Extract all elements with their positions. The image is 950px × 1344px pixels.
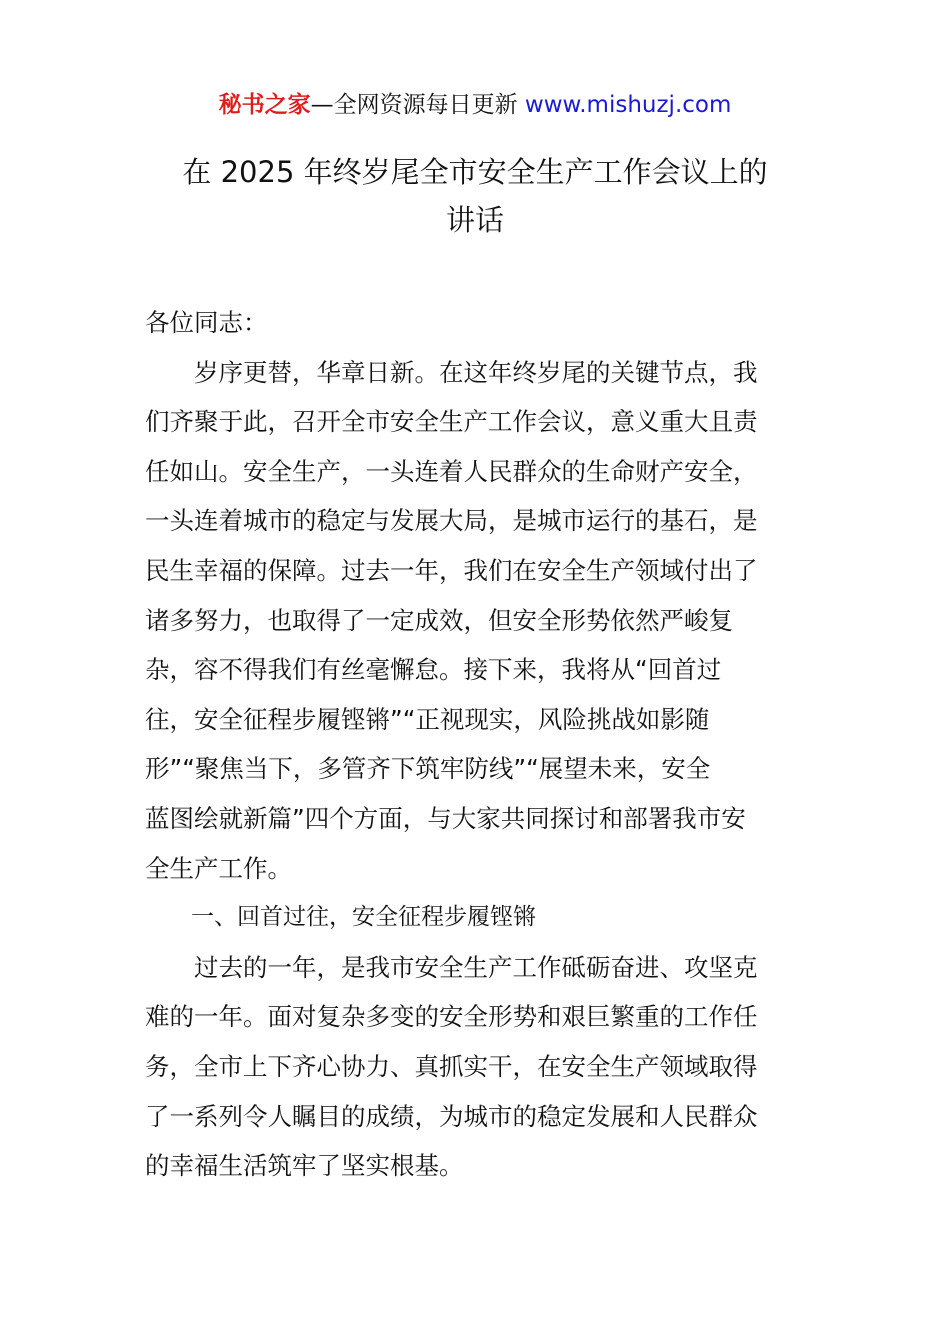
text-line: 务，全市上下齐心协力、真抓实干，在安全生产领域取得	[145, 1051, 758, 1081]
section-heading-1: 一、回首过往，安全征程步履铿锵	[145, 904, 536, 931]
text-line: 了一系列令人瞩目的成绩，为城市的稳定发展和人民群众	[145, 1101, 758, 1131]
text-line: 任如山。安全生产，一头连着人民群众的生命财产安全，	[145, 456, 758, 486]
text-line: 过去的一年，是我市安全生产工作砥砺奋进、攻坚克	[145, 952, 758, 982]
salutation: 各位同志：	[145, 308, 268, 337]
site-header	[0, 88, 950, 122]
title-line: 讲话	[445, 203, 504, 237]
text-line: 杂，容不得我们有丝毫懈怠。接下来，我将从“回首过	[145, 655, 722, 685]
text-line: 往，安全征程步履铿锵”“正视现实，风险挑战如影随	[145, 704, 710, 734]
text-line: 岁序更替，华章日新。在这年终岁尾的关键节点，我	[145, 357, 758, 387]
paragraph-2	[145, 943, 805, 1191]
text-line: 难的一年。面对复杂多变的安全形势和艰巨繁重的工作任	[145, 1002, 758, 1032]
text-line: 一头连着城市的稳定与发展大局，是城市运行的基石，是	[145, 506, 758, 536]
document-body	[145, 298, 805, 1191]
paragraph-1	[145, 348, 805, 894]
site-url-link[interactable]: www.mishuzj.com	[524, 92, 732, 118]
title-line: 在 2025 年终岁尾全市安全生产工作会议上的	[182, 155, 768, 189]
text-line: 诸多努力，也取得了一定成效，但安全形势依然严峻复	[145, 605, 733, 635]
document-title	[145, 148, 805, 244]
text-line: 的幸福生活筑牢了坚实根基。	[145, 1151, 464, 1181]
text-line: 民生幸福的保障。过去一年，我们在安全生产领域付出了	[145, 555, 758, 585]
text-line: 全生产工作。	[145, 853, 292, 883]
site-tagline: —全网资源每日更新	[310, 92, 525, 118]
text-line: 蓝图绘就新篇”四个方面，与大家共同探讨和部署我市安	[145, 803, 746, 833]
text-line: 们齐聚于此，召开全市安全生产工作会议，意义重大且责	[145, 407, 758, 437]
brand-name: 秘书之家	[218, 92, 311, 118]
text-line: 形”“聚焦当下，多管齐下筑牢防线”“展望未来，安全	[145, 754, 711, 784]
